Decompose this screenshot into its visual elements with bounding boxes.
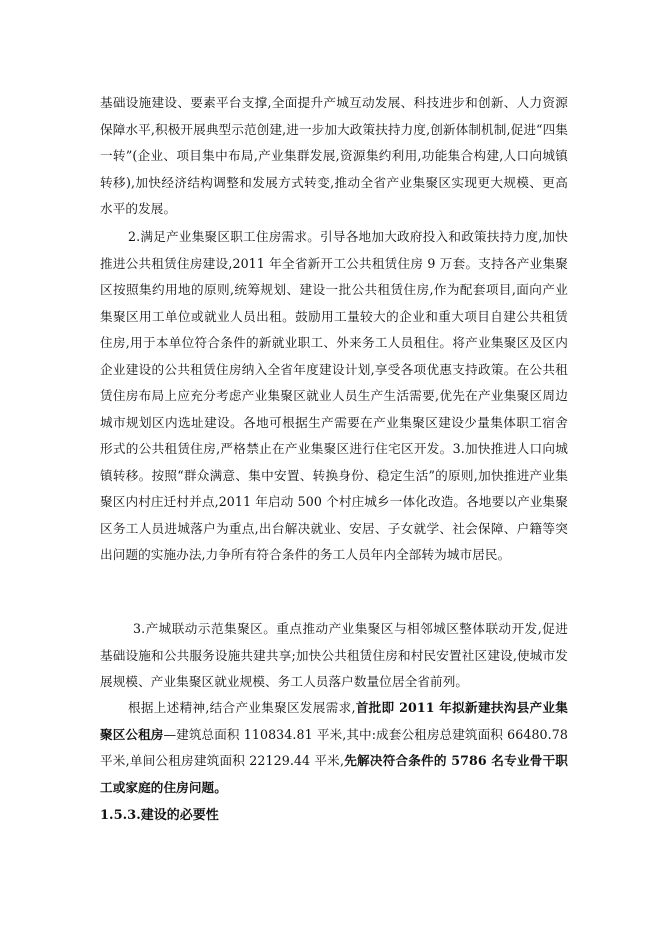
summary-project-name: 首批即 2011 年拟新建扶沟县产业集聚区公租房 [100, 700, 568, 742]
summary-area-figures: —建筑总面积 110834.81 平米,其中:成套公租房总建筑面积 66480.78 平米,单间公租房建筑面积 22129.44 平米, [100, 726, 568, 768]
paragraph-demo-zone: 3.产城联动示范集聚区。重点推动产业集聚区与相邻城区整体联动开发,促进基础设施和公共服务设施共建共享;加快公共租赁住房和村民安置社区建设,使城市发展规模、产业集聚区就业规模、务工人员落户数量位居全省前列。 [100, 621, 568, 689]
summary-intro: 根据上述精神,结合产业集聚区发展需求, [128, 700, 356, 715]
paragraph-housing-demand: 2.满足产业集聚区职工住房需求。引导各地加大政府投入和政策扶持力度,加快推进公共租赁住房建设,2011 年全省新开工公共租赁住房 9 万套。支持各产业集聚区按照集约用地的原则,统筹规划、建设一批公共租赁住房,作为配套项目,面向产业集聚区用工单位或就业人员出租。鼓励用工量较大的企业和重大项目自建公共租赁住房,用于本单位符合条件的新就业职工、外来务工人员租住。将产业集聚区及区内企业建设的公共租赁住房纳入全省年度建设计划,享受各项优惠支持政策。在公共租赁住房布局上应充分考虑产业集聚区就业人员生产生活需要,优先在产业集聚区周边城市规划区内选址建设。各地可根据生产需要在产业集聚区建设少量集体职工宿舍形式的公共租赁住房,严格禁止在产业集聚区进行住宅区开发。3.加快推进人口向城镇转移。按照“群众满意、集中安置、转换身份、稳定生活”的原则,加快推进产业集聚区内村庄迁村并点,2011 年启动 500 个村庄城乡一体化改造。各地要以产业集聚区务工人员进城落户为重点,出台解决就业、安居、子女就学、社会保障、户籍等突出问题的实施办法,力争所有符合条件的务工人员年内全部转为城市居民。 [100, 229, 568, 562]
section-heading: 1.5.3.建设的必要性 [100, 808, 219, 823]
paragraph-infrastructure: 基础设施建设、要素平台支撑,全面提升产城互动发展、科技进步和创新、人力资源保障水平,积极开展典型示范创建,进一步加大政策扶持力度,创新体制机制,促进“四集一转”(企业、项目集中布局,产业集群发展,资源集约利用,功能集合构建,人口向城镇转移),加快经济结构调整和发展方式转变,推动全省产业集聚区实现更大规模、更高水平的发展。 [100, 95, 568, 216]
summary-housing-goal: 先解决符合条件的 5786 名专业骨干职工或家庭的住房问题。 [100, 753, 568, 795]
paragraph-project-summary [100, 695, 568, 801]
